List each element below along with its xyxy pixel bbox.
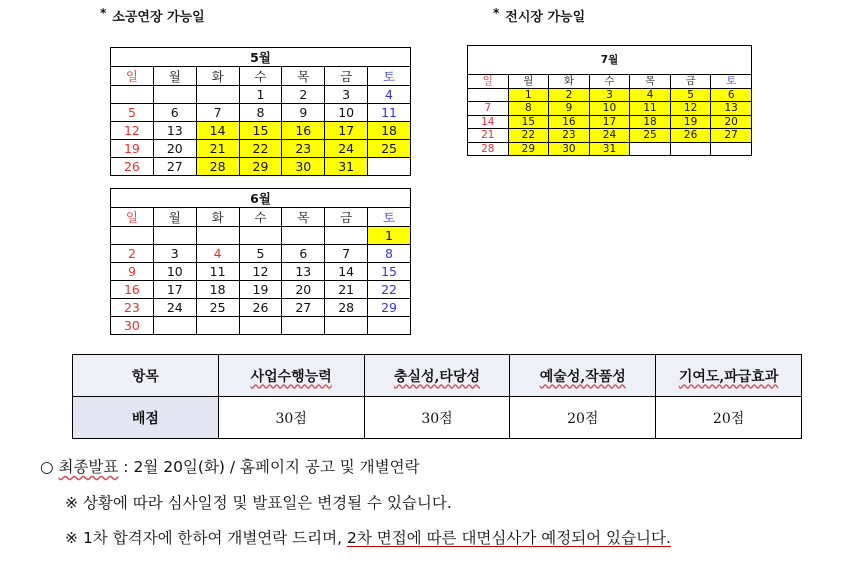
day-cell: 5 <box>111 104 154 122</box>
week-row <box>111 158 411 176</box>
week-row <box>111 245 411 263</box>
week-row <box>468 142 752 156</box>
performance-label-text: 소공연장 가능일 <box>112 10 205 25</box>
day-cell: 18 <box>196 281 239 299</box>
empty-day-cell <box>153 227 196 245</box>
criterion-cell <box>656 355 802 397</box>
day-cell: 1 <box>508 88 549 102</box>
calendar-july <box>467 45 752 156</box>
day-cell: 4 <box>630 88 671 102</box>
score-cell: 30점 <box>364 397 510 439</box>
day-cell: 3 <box>325 86 368 104</box>
day-cell: 6 <box>153 104 196 122</box>
day-cell: 30 <box>111 317 154 335</box>
day-cell: 13 <box>153 122 196 140</box>
empty-day-cell <box>196 86 239 104</box>
interview-note-text: 2차 면접에 따른 대면심사가 예정되어 있습니다. <box>346 529 671 547</box>
day-cell: 12 <box>239 263 282 281</box>
weekday-cell: 목 <box>282 208 325 227</box>
day-cell: 8 <box>368 245 411 263</box>
individual-contact-text: 1차 합격자에 한하여 개별연락 드리며, <box>82 529 347 547</box>
performance-calendar-label <box>100 6 205 25</box>
day-cell: 16 <box>549 115 590 129</box>
note-line-schedule <box>65 491 452 513</box>
day-cell: 30 <box>282 158 325 176</box>
final-announcement-label: 최종발표 <box>58 458 119 476</box>
day-cell: 14 <box>325 263 368 281</box>
week-row <box>111 122 411 140</box>
weekday-cell: 금 <box>670 75 711 89</box>
score-cell: 30점 <box>218 397 364 439</box>
weekday-cell: 수 <box>239 67 282 86</box>
weekday-cell: 금 <box>325 208 368 227</box>
day-cell: 28 <box>325 299 368 317</box>
day-cell: 26 <box>670 129 711 143</box>
week-row <box>111 281 411 299</box>
day-cell: 19 <box>111 140 154 158</box>
day-cell: 17 <box>325 122 368 140</box>
day-cell: 14 <box>196 122 239 140</box>
day-cell: 20 <box>282 281 325 299</box>
day-cell: 11 <box>368 104 411 122</box>
day-cell: 29 <box>239 158 282 176</box>
weekday-cell: 화 <box>549 75 590 89</box>
week-row <box>111 104 411 122</box>
empty-day-cell <box>111 86 154 104</box>
weekday-cell: 토 <box>368 67 411 86</box>
empty-day-cell <box>711 142 752 156</box>
month-title: 7월 <box>468 46 752 75</box>
weekday-cell: 화 <box>196 67 239 86</box>
empty-day-cell <box>153 86 196 104</box>
day-cell: 18 <box>630 115 671 129</box>
star-mark: * <box>493 6 500 20</box>
note-line-interview <box>65 526 671 548</box>
empty-day-cell <box>325 317 368 335</box>
day-cell: 21 <box>196 140 239 158</box>
day-cell: 12 <box>111 122 154 140</box>
day-cell: 12 <box>670 102 711 116</box>
score-cell: 20점 <box>510 397 656 439</box>
weekday-cell: 토 <box>368 208 411 227</box>
day-cell: 10 <box>153 263 196 281</box>
bullet-circle: ○ <box>40 458 54 476</box>
day-cell: 13 <box>711 102 752 116</box>
day-cell: 23 <box>549 129 590 143</box>
week-row <box>111 227 411 245</box>
weekday-cell: 화 <box>196 208 239 227</box>
day-cell: 2 <box>549 88 590 102</box>
day-cell: 7 <box>468 102 509 116</box>
day-cell: 22 <box>239 140 282 158</box>
week-row <box>468 88 752 102</box>
day-cell: 4 <box>196 245 239 263</box>
weekday-cell: 월 <box>508 75 549 89</box>
criterion-cell <box>218 355 364 397</box>
day-cell: 24 <box>589 129 630 143</box>
criterion-label: 예술성,작품성 <box>539 368 626 385</box>
empty-day-cell <box>282 317 325 335</box>
month-title-row <box>111 48 411 67</box>
score-cell: 20점 <box>656 397 802 439</box>
day-cell: 24 <box>153 299 196 317</box>
day-cell: 9 <box>111 263 154 281</box>
day-cell: 10 <box>589 102 630 116</box>
empty-day-cell <box>630 142 671 156</box>
day-cell: 9 <box>549 102 590 116</box>
day-cell: 26 <box>239 299 282 317</box>
score-table <box>72 354 802 439</box>
criterion-label: 기여도,파급효과 <box>678 368 779 385</box>
criterion-cell <box>364 355 510 397</box>
day-cell: 17 <box>153 281 196 299</box>
weekday-cell: 월 <box>153 208 196 227</box>
schedule-note-text: 상황에 따라 심사일정 및 발표일은 변경될 수 있습니다. <box>82 494 452 512</box>
day-cell: 18 <box>368 122 411 140</box>
exhibition-label-text: 전시장 가능일 <box>505 10 586 25</box>
score-value-row <box>73 397 802 439</box>
empty-day-cell <box>239 227 282 245</box>
item-header-cell: 항목 <box>73 355 219 397</box>
final-announcement-text: : 2월 20일(화) / 홈페이지 공고 및 개별연락 <box>118 458 420 476</box>
final-announcement-line <box>40 455 420 477</box>
day-cell: 17 <box>589 115 630 129</box>
weekday-cell: 월 <box>153 67 196 86</box>
weekday-cell: 금 <box>325 67 368 86</box>
day-cell: 19 <box>670 115 711 129</box>
day-cell: 16 <box>282 122 325 140</box>
weekday-row <box>111 67 411 86</box>
day-cell: 8 <box>239 104 282 122</box>
month-title: 5월 <box>111 48 411 67</box>
day-cell: 1 <box>239 86 282 104</box>
exhibition-calendar-label <box>493 6 585 25</box>
week-row <box>468 102 752 116</box>
day-cell: 14 <box>468 115 509 129</box>
criterion-label: 충실성,타당성 <box>393 368 480 385</box>
month-title-row <box>468 46 752 75</box>
week-row <box>468 115 752 129</box>
criterion-cell <box>510 355 656 397</box>
day-cell: 1 <box>368 227 411 245</box>
day-cell: 22 <box>508 129 549 143</box>
day-cell: 11 <box>630 102 671 116</box>
day-cell: 31 <box>325 158 368 176</box>
week-row <box>111 299 411 317</box>
day-cell: 28 <box>196 158 239 176</box>
day-cell: 15 <box>239 122 282 140</box>
day-cell: 6 <box>711 88 752 102</box>
reference-mark: ※ <box>65 494 78 512</box>
day-cell: 8 <box>508 102 549 116</box>
day-cell: 25 <box>196 299 239 317</box>
day-cell: 23 <box>282 140 325 158</box>
criterion-label: 사업수행능력 <box>250 368 332 385</box>
week-row <box>111 140 411 158</box>
empty-day-cell <box>468 88 509 102</box>
day-cell: 23 <box>111 299 154 317</box>
day-cell: 6 <box>282 245 325 263</box>
month-title-row <box>111 189 411 208</box>
day-cell: 2 <box>111 245 154 263</box>
day-cell: 10 <box>325 104 368 122</box>
week-row <box>468 129 752 143</box>
day-cell: 24 <box>325 140 368 158</box>
day-cell: 21 <box>468 129 509 143</box>
day-cell: 28 <box>468 142 509 156</box>
calendar-may <box>110 47 411 176</box>
day-cell: 5 <box>670 88 711 102</box>
empty-day-cell <box>153 317 196 335</box>
day-cell: 20 <box>711 115 752 129</box>
day-cell: 25 <box>630 129 671 143</box>
day-cell: 3 <box>153 245 196 263</box>
week-row <box>111 317 411 335</box>
weekday-cell: 일 <box>468 75 509 89</box>
weekday-row <box>111 208 411 227</box>
weekday-cell: 일 <box>111 67 154 86</box>
weekday-cell: 목 <box>282 67 325 86</box>
day-cell: 16 <box>111 281 154 299</box>
score-header-cell: 배점 <box>73 397 219 439</box>
day-cell: 11 <box>196 263 239 281</box>
day-cell: 13 <box>282 263 325 281</box>
day-cell: 27 <box>711 129 752 143</box>
day-cell: 15 <box>508 115 549 129</box>
star-mark: * <box>100 6 107 20</box>
week-row <box>111 86 411 104</box>
weekday-cell: 수 <box>589 75 630 89</box>
day-cell: 15 <box>368 263 411 281</box>
empty-day-cell <box>239 317 282 335</box>
score-header-row <box>73 355 802 397</box>
empty-day-cell <box>282 227 325 245</box>
weekday-cell: 수 <box>239 208 282 227</box>
empty-day-cell <box>196 317 239 335</box>
day-cell: 25 <box>368 140 411 158</box>
empty-day-cell <box>111 227 154 245</box>
empty-day-cell <box>670 142 711 156</box>
empty-day-cell <box>325 227 368 245</box>
day-cell: 3 <box>589 88 630 102</box>
empty-day-cell <box>368 158 411 176</box>
weekday-row <box>468 75 752 89</box>
day-cell: 7 <box>196 104 239 122</box>
empty-day-cell <box>368 317 411 335</box>
week-row <box>111 263 411 281</box>
day-cell: 22 <box>368 281 411 299</box>
day-cell: 29 <box>368 299 411 317</box>
day-cell: 27 <box>153 158 196 176</box>
weekday-cell: 일 <box>111 208 154 227</box>
day-cell: 19 <box>239 281 282 299</box>
month-title: 6월 <box>111 189 411 208</box>
reference-mark: ※ <box>65 529 78 547</box>
day-cell: 2 <box>282 86 325 104</box>
day-cell: 7 <box>325 245 368 263</box>
day-cell: 9 <box>282 104 325 122</box>
day-cell: 26 <box>111 158 154 176</box>
weekday-cell: 목 <box>630 75 671 89</box>
empty-day-cell <box>196 227 239 245</box>
day-cell: 5 <box>239 245 282 263</box>
calendar-june <box>110 188 411 335</box>
day-cell: 29 <box>508 142 549 156</box>
day-cell: 31 <box>589 142 630 156</box>
day-cell: 30 <box>549 142 590 156</box>
day-cell: 20 <box>153 140 196 158</box>
day-cell: 27 <box>282 299 325 317</box>
day-cell: 21 <box>325 281 368 299</box>
day-cell: 4 <box>368 86 411 104</box>
weekday-cell: 토 <box>711 75 752 89</box>
